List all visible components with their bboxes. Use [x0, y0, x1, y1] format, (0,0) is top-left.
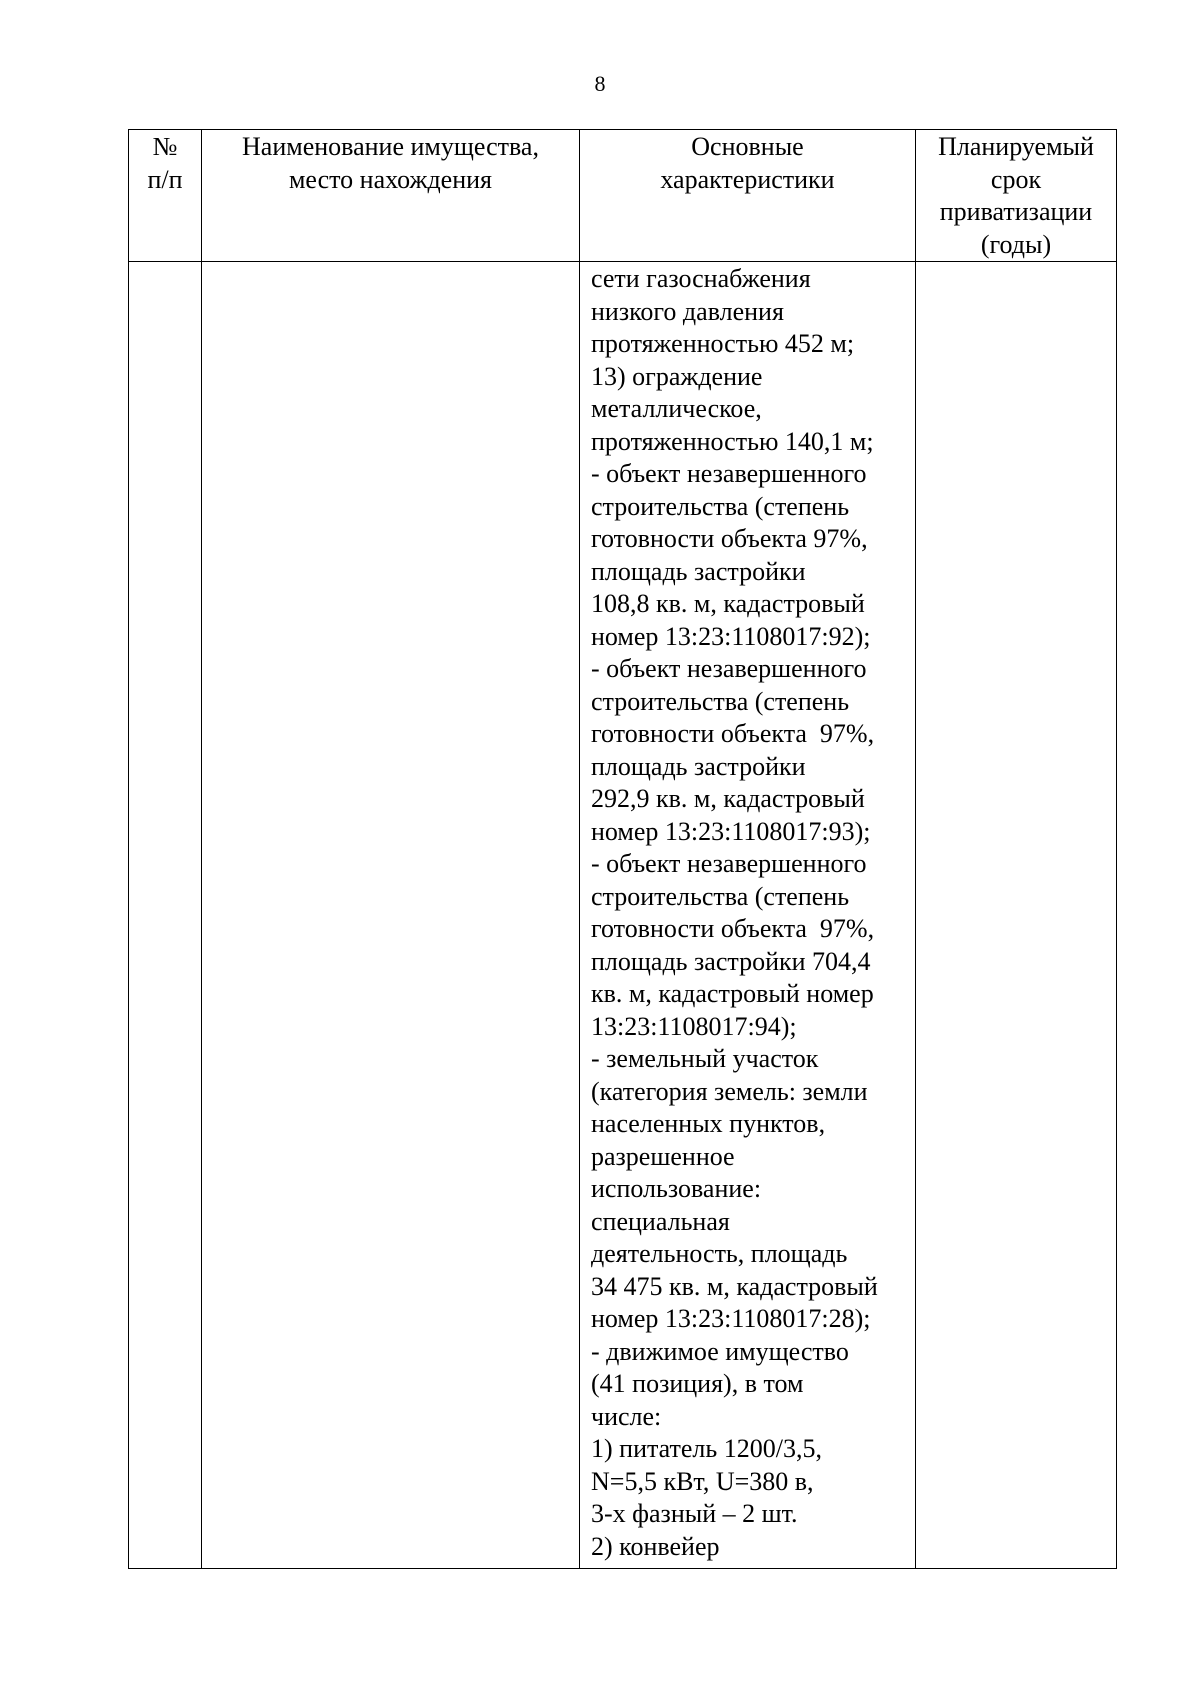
characteristics-line: (41 позиция), в том — [591, 1369, 804, 1398]
header-characteristics — [580, 130, 916, 262]
characteristics-line: 1) питатель 1200/3,5, — [591, 1434, 822, 1463]
characteristics-line: 34 475 кв. м, кадастровый — [591, 1271, 878, 1301]
characteristics-line: протяженностью 452 м; — [591, 329, 855, 358]
characteristics-line: - объект незавершенного — [591, 459, 867, 488]
characteristics-line: 292,9 кв. м, кадастровый — [591, 784, 865, 813]
characteristics-line: протяженностью 140,1 м; — [591, 426, 874, 456]
characteristics-line: - объект незавершенного — [591, 654, 867, 683]
characteristics-line: 2) конвейер — [591, 1531, 720, 1561]
characteristics-line: числе: — [591, 1401, 662, 1431]
table-row — [129, 262, 1117, 1569]
characteristics-line: - объект незавершенного — [591, 849, 867, 878]
characteristics-line: 13:23:1108017:94); — [591, 1011, 797, 1041]
table-header-row — [129, 130, 1117, 262]
header-term-line: (годы) — [980, 229, 1052, 259]
cell-privatization-term — [916, 262, 1117, 1569]
header-term-line: приватизации — [939, 197, 1093, 226]
cell-number — [129, 262, 202, 1569]
cell-characteristics — [580, 262, 916, 1569]
page-number: 8 — [594, 71, 606, 96]
header-number — [129, 130, 202, 262]
header-name-line: Наименование имущества, — [242, 132, 539, 161]
characteristics-line: специальная — [591, 1206, 730, 1236]
characteristics-line: металлическое, — [591, 394, 762, 423]
characteristics-line: номер 13:23:1108017:93); — [591, 816, 871, 846]
characteristics-line: - земельный участок — [591, 1044, 819, 1073]
characteristics-line: 108,8 кв. м, кадастровый — [591, 589, 865, 618]
cell-name — [202, 262, 580, 1569]
characteristics-line: деятельность, площадь — [591, 1239, 848, 1268]
characteristics-line: площадь застройки — [591, 556, 806, 586]
characteristics-line: площадь застройки — [591, 751, 806, 781]
header-privatization-term — [916, 130, 1117, 262]
header-term-line: Планируемый — [938, 132, 1094, 161]
privatization-table — [128, 129, 1117, 1569]
characteristics-line: разрешенное — [591, 1141, 735, 1171]
characteristics-line: сети газоснабжения — [591, 264, 811, 293]
header-term-line: срок — [990, 164, 1042, 194]
characteristics-line: строительства (степень — [591, 881, 850, 911]
characteristics-line: 3-х фазный – 2 шт. — [591, 1499, 798, 1528]
characteristics-line: готовности объекта 97%, — [591, 719, 875, 748]
header-number-line: п/п — [147, 164, 183, 194]
characteristics-line: низкого давления — [591, 296, 784, 326]
characteristics-line: использование: — [591, 1174, 762, 1203]
characteristics-line: (категория земель: земли — [591, 1076, 868, 1106]
characteristics-line: - движимое имущество — [591, 1336, 849, 1366]
header-characteristics-line: характеристики — [660, 164, 835, 194]
characteristics-line: номер 13:23:1108017:92); — [591, 621, 871, 651]
characteristics-line: 13) ограждение — [591, 361, 763, 391]
characteristics-line: строительства (степень — [591, 686, 850, 716]
characteristics-line: N=5,5 кВт, U=380 в, — [591, 1466, 814, 1496]
characteristics-line: готовности объекта 97%, — [591, 524, 868, 553]
characteristics-line: населенных пунктов, — [591, 1109, 826, 1138]
header-characteristics-line: Основные — [691, 132, 804, 161]
characteristics-line: номер 13:23:1108017:28); — [591, 1304, 871, 1333]
characteristics-line: площадь застройки 704,4 — [591, 946, 871, 976]
header-number-line: № — [152, 132, 178, 161]
header-name — [202, 130, 580, 262]
characteristics-line: готовности объекта 97%, — [591, 914, 875, 943]
characteristics-line: строительства (степень — [591, 491, 850, 521]
characteristics-line: кв. м, кадастровый номер — [591, 979, 874, 1008]
header-name-line: место нахождения — [288, 164, 493, 194]
